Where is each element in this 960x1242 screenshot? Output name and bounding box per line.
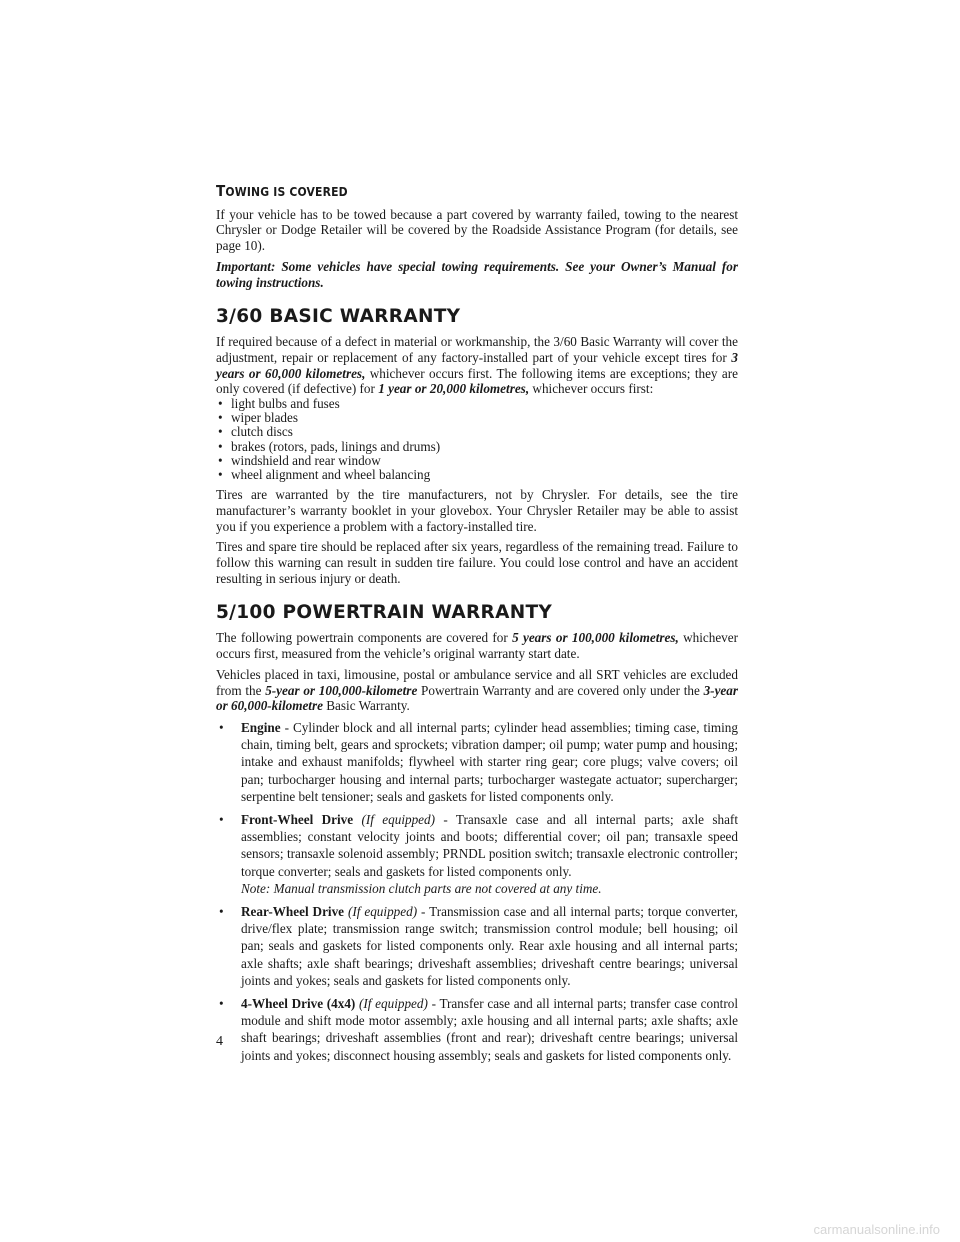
bullet-icon: • [219,719,224,735]
exclusions-emphasis-2: 3-year or 60,000-kilometre [216,682,738,714]
powertrain-intro [216,630,738,661]
basic-intro-emphasis-2: 1 year or 20,000 kilometres, [378,381,530,397]
page-number: 4 [216,1034,223,1049]
awd-text: - Transfer case and all internal parts; transfer case control module and shift mode motor assembly; axle housing and all internal parts; axle shafts; axle shaft bearings; driveshaft assemblies (front and rear); driveshaft centre bearings; universal joints and yokes; disconnect housing assembly; seals and gaskets for listed components only. [241,996,738,1063]
engine-label: Engine [241,719,281,735]
exclusions-emphasis-1: 5-year or 100,000-kilometre [265,682,418,698]
engine-text: - Cylinder block and all internal parts; cylinder head assemblies; timing case, timing chain, timing belt, gears and sprockets; vibration damper; oil pump; water pump and housing; intake and exhaust manifolds; flywheel with starter ring gear; core plugs; valve covers; oil pan; turbocharger housing and internal parts; turbocharger wastegate actuator; supercharger; serpentine belt tensioner; seals and gaskets for listed components only. [241,719,738,804]
fwd-label: Front-Wheel Drive [241,812,354,827]
towing-important-note: Important: Some vehicles have special towing requirements. See your Owner’s Manual for towing instructions. [216,258,738,290]
awd-label: 4-Wheel Drive (4x4) [241,996,356,1012]
manual-clutch-note: Note: Manual transmission clutch parts are not covered at any time. [241,880,602,896]
bullet-icon: • [219,996,224,1012]
basic-intro-emphasis-1: 3 years or 60,000 kilometres, [216,349,738,381]
fwd-text: - Transaxle case and all internal parts; axle shaft assemblies; constant velocity joints and boots; differential cover; oil pan; transaxle speed sensors; transaxle solenoid assembly; PRNDL position switch; transaxle electronic controller; torque converter; seals and gaskets for listed components only. [241,812,738,879]
rear-wheel-drive-item [216,903,738,989]
exclusions-text-2: Powertrain Warranty and are covered only under the [417,682,704,698]
basic-intro-text-1: If required because of a defect in material or workmanship, the 3/60 Basic Warranty will cover the adjustment, repair or replacement of any factory-installed part of your vehicle except tires for [216,334,738,365]
towing-title-rest: OWING IS COVERED [225,185,348,199]
rwd-label: Rear-Wheel Drive [241,904,345,920]
powertrain-intro-emphasis: 5 years or 100,000 kilometres, [512,630,679,646]
basic-warranty-intro [216,334,738,397]
list-item: • light bulbs and fuses [216,397,738,411]
manual-page-content [216,184,738,1070]
powertrain-intro-text-1: The following powertrain components are covered for [216,630,513,646]
rwd-if-equipped: (If equipped) [344,904,418,920]
bullet-icon: • [219,904,224,920]
towing-paragraph: If your vehicle has to be towed because a part covered by warranty failed, towing to the nearest Chrysler or Dodge Retailer will be covered by the Roadside Assistance Program (for details, see page 10). [216,206,738,254]
four-wheel-drive-item [216,995,738,1064]
list-item: • clutch discs [216,425,738,439]
spare-tire-warning: Tires and spare tire should be replaced after six years, regardless of the remaining tread. Failure to follow this warning can result in sudden tire failure. You could lose control and have an accident resulting in serious injury or death. [216,539,738,586]
powertrain-exclusions [216,667,738,714]
exclusions-text-3: Basic Warranty. [322,698,410,714]
powertrain-intro-text-2: whichever occurs first, measured from the vehicle’s original warranty start date. [216,630,739,662]
list-item: • windshield and rear window [216,454,738,468]
bullet-icon: • [219,812,224,827]
towing-section-title [216,184,686,201]
fwd-if-equipped: (If equipped) [353,812,436,827]
engine-item [216,719,738,805]
list-item: • wheel alignment and wheel balancing [216,468,738,482]
exclusions-text-1: Vehicles placed in taxi, limousine, postal or ambulance service and all SRT vehicles are excluded from the [216,666,738,698]
basic-intro-text-2: whichever occurs first. The following items are exceptions; they are only covered (if defective) for [216,365,738,397]
tires-paragraph: Tires are warranted by the tire manufacturers, not by Chrysler. For details, see the tire manufacturer’s warranty booklet in your glovebox. Your Chrysler Retailer may be able to assist you if you experience a problem with a factory-installed tire. [216,487,738,534]
front-wheel-drive-item [216,811,738,897]
basic-exceptions-list [216,397,738,482]
awd-if-equipped: (If equipped) [355,996,428,1012]
watermark-link[interactable]: carmanualsonline.info [813,1222,940,1237]
basic-warranty-heading: 3/60 BASIC WARRANTY [216,306,461,328]
basic-intro-text-3: whichever occurs first: [529,381,654,397]
towing-title-initial: T [216,182,226,200]
powertrain-warranty-heading: 5/100 POWERTRAIN WARRANTY [216,602,553,624]
list-item: • wiper blades [216,411,738,425]
list-item: • brakes (rotors, pads, linings and drums) [216,440,738,454]
rwd-text: - Transmission case and all internal parts; torque converter, drive/flex plate; transmission range switch; transmission control module; bell housing; oil pan; seals and gaskets for listed components only. Rear axle housing and all internal parts; axle shafts; axle shaft bearings; driveshaft assemblies; driveshaft centre bearings; universal joints and yokes; seals and gaskets for listed components only. [241,904,738,988]
